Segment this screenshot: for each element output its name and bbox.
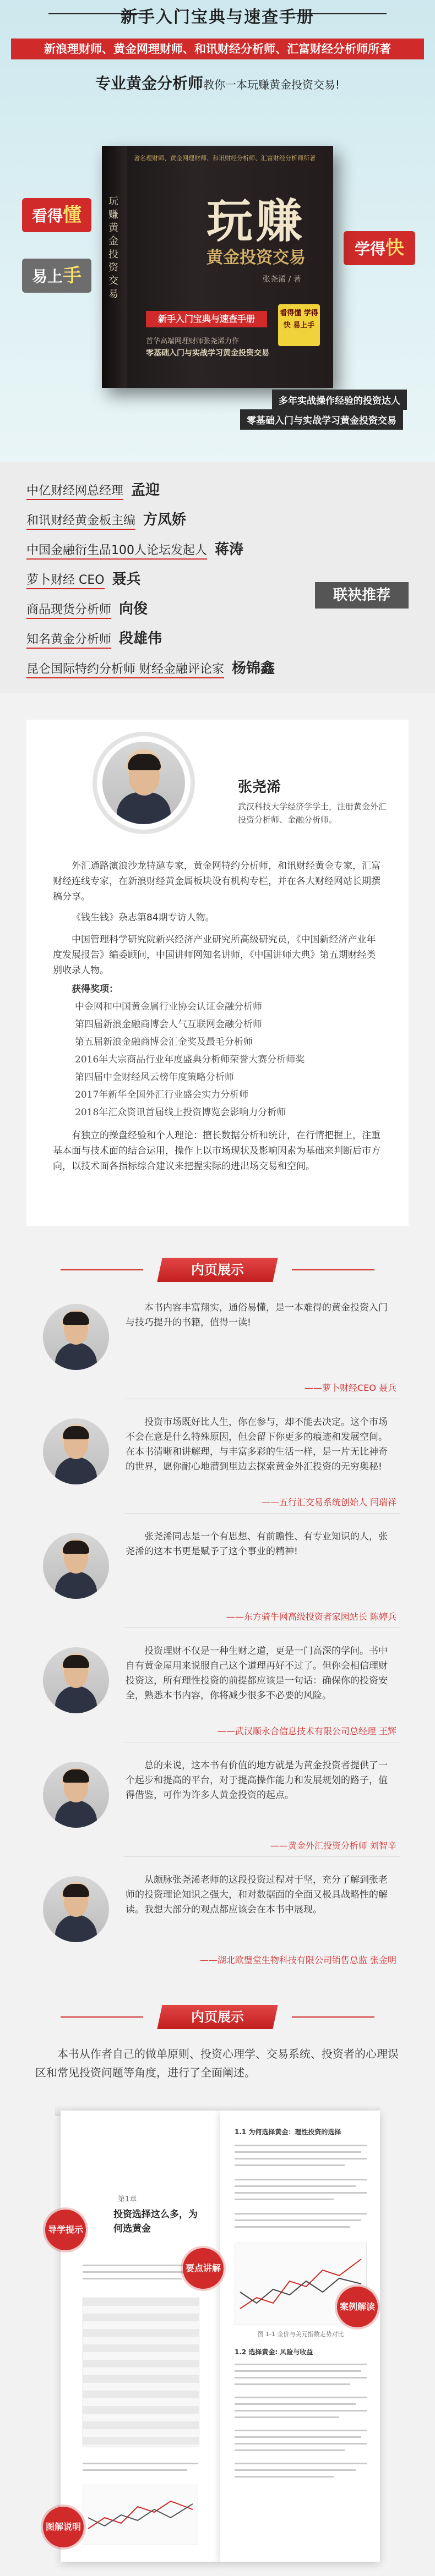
review-card (26, 1522, 409, 1622)
review-text: 投资理财不仅是一种生财之道，更是一门高深的学问。书中自有黄金屋用来说服自己这个道理再好不过了。但你会相信理财投资这，所有理性投资的前提都应该是一句话：确保你的投资安全，熟悉本书内容，你将减少很多不必要的风险。 (126, 1646, 388, 1701)
right-page (220, 2111, 380, 2562)
hero-subhead-bold: 专业黄金分析师 (95, 74, 203, 92)
reviewer-avatar (43, 1418, 109, 1484)
review-signature: ——五行汇交易系统创始人 闫瑞祥 (261, 1497, 396, 1508)
review-text: 张尧浠同志是一个有思想、有前瞻性、有专业知识的人，张尧浠的这本书更是赋予了这个事业的精神! (126, 1531, 388, 1557)
endorser-row (26, 508, 186, 529)
review-signature: ——湖北欧璧堂生物科技有限公司销售总监 张金明 (199, 1955, 396, 1965)
bubble-3-em: 快 (385, 237, 404, 259)
bubble-1-text: 看得 (31, 207, 63, 225)
reviews-list (0, 1293, 435, 1986)
review-card (26, 1751, 409, 1851)
endorser-role: 知名黄金分析师 (26, 633, 111, 649)
data-table (83, 2298, 199, 2447)
preview-header-rule-right (292, 2016, 374, 2018)
bubble-3-text: 学得 (354, 240, 385, 258)
award-item: 第四届新浪金融商博会人气互联网金融分析师 (75, 1019, 262, 1030)
book-cover (102, 146, 333, 388)
chapter-tag: 第1章 (118, 2195, 137, 2204)
bubble-easy-understand (22, 198, 91, 232)
award-item: 第四届中金财经风云榜年度策略分析师 (75, 1072, 234, 1083)
review-card (26, 1407, 409, 1508)
award-item: 第五届新浪金融商博会汇金奖及最毛分析师 (75, 1037, 253, 1048)
bubble-easy-start (22, 259, 91, 293)
hero-subhead-rest: 教你一本玩赚黄金投资交易! (203, 78, 340, 91)
review-signature: ——黄金外汇投资分析师 刘智辛 (270, 1840, 396, 1851)
endorser-role: 和讯财经黄金板主编 (26, 514, 135, 530)
bubble-learn-fast (344, 231, 415, 265)
book-spine-title: 玩赚黄金投资交易 (108, 196, 118, 300)
award-item: 中金网和中国黄金属行业协会认证金融分析师 (75, 1001, 262, 1012)
review-text: 投资市场既好比人生，你在参与，却不能去决定。这个市场不会在意是什么特殊原因，但会留下你更多的痕迹和发展空间。在本书清晰和讲解理，与丰富多彩的生活一样，是一片无比神奇的世界，愿你耐心地潜到里边去探索黄金外汇投资的无穷奥秘! (126, 1417, 388, 1472)
hero-section (0, 0, 435, 462)
chart-thumbnail (83, 2485, 198, 2545)
author-paragraph-1: 外汇通路演浪沙龙特邀专家，黄金网特约分析师，和讯财经黄金专家，汇富财经连线专家，在新浪财经黄金属板块设有机构专栏，并在各大财经网站长期撰稿分享。 (53, 861, 380, 902)
author-intro: 武汉科技大学经济学学士，注册黄金外汇投资分析师、金融分析师。 (238, 802, 387, 825)
badge-study-tip: 导学提示 (45, 2210, 86, 2250)
preview-intro: 本书从作者自己的做单原则、投资心理学、交易系统、投资者的心理误区和常见投资问题等角度，进行了全面阐述。 (35, 2047, 399, 2079)
reviews-header-text: 内页展示 (191, 1262, 244, 1278)
endorser-role: 商品现货分析师 (26, 603, 111, 619)
reviewer-avatar (43, 1647, 109, 1713)
review-divider (124, 1856, 400, 1857)
chapter-title: 投资选择这么多，为何选黄金 (113, 2209, 198, 2234)
section-1-2: 1.2 选择黄金: 风险与收益 (235, 2348, 313, 2356)
bubble-2-em: 手 (63, 265, 81, 287)
endorser-name: 孟迎 (131, 482, 160, 498)
endorser-row (26, 568, 141, 588)
bubble-2-text: 易上 (31, 267, 63, 286)
author-avatar (102, 742, 185, 824)
book-desc-1: 首华高端网理财师张尧浠力作 (146, 337, 240, 346)
review-card (26, 1636, 409, 1736)
reviews-header (0, 1253, 435, 1286)
author-section (0, 693, 435, 1243)
book-strip: 新手入门宝典与速查手册 (146, 311, 267, 327)
badge-case-study: 案例解读 (337, 2287, 378, 2327)
hero-red-banner: 新浪理财师、黄金网理财师、和讯财经分析师、汇富财经分析师所著 (11, 39, 424, 59)
endorser-name: 段雄伟 (119, 631, 162, 647)
review-text: 总的来说，这本书有价值的地方就是为黄金投资者提供了一个起步和提高的平台，对于提高操作能力和发展规划的路子，值得借鉴，可作为许多人黄金投资的起点。 (126, 1760, 388, 1801)
bubble-1-em: 懂 (63, 204, 81, 226)
endorser-name: 聂兵 (112, 571, 141, 588)
endorser-row (26, 627, 162, 648)
book-title-small: 黄金投资交易 (206, 248, 306, 267)
hero-callout-2: 零基础入门与实战学习黄金投资交易 (240, 409, 403, 430)
review-card (26, 1865, 409, 1965)
reviewer-avatar (43, 1762, 109, 1828)
review-signature: ——萝卜财经CEO 聂兵 (304, 1383, 396, 1393)
endorser-row (26, 538, 243, 558)
endorser-name: 蒋涛 (215, 541, 244, 558)
award-item: 2018年汇众资讯首届线上投资博览会影响力分析师 (75, 1107, 286, 1118)
endorser-role: 昆仑国际特约分析师 财经金融评论家 (26, 662, 224, 678)
endorser-name: 杨锦鑫 (232, 660, 275, 677)
review-text: 从颇脉张尧浠老师的这段投资过程对于坚，充分了解到张老师的投资理论知识之强大，和对数据面的全面又极具战略性的解读。我想大部分的观点都应该会在本书中展现。 (126, 1875, 388, 1915)
book-author: 张尧浠 / 著 (263, 275, 301, 284)
preview-header (0, 2000, 435, 2034)
section-1-1: 1.1 为何选择黄金：理性投资的选择 (235, 2128, 341, 2136)
left-page (61, 2111, 220, 2562)
reviewer-avatar (43, 1533, 109, 1599)
hero-subhead (0, 72, 435, 94)
reviews-header-pill (157, 1258, 278, 1282)
preview-header-rule-left (61, 2016, 143, 2018)
endorser-row (26, 479, 160, 499)
reviewer-avatar (43, 1304, 109, 1370)
awards-title: 获得奖项： (72, 984, 118, 995)
reviewer-avatar (43, 1876, 109, 1942)
author-paragraph-3: 中国管理科学研究院新兴经济产业研究所高级研究员，《中国新经济产业年度发展报告》编委顾问，中国讲师网知名讲师，《中国讲师大典》第五期财经类别收录人物。 (53, 934, 376, 976)
reviews-header-rule-left (61, 1269, 143, 1270)
review-signature: ——武汉顺永合信息技术有限公司总经理 王辉 (217, 1726, 396, 1736)
award-item: 2016年大宗商品行业年度盛典分析师荣誉大赛分析师奖 (75, 1054, 305, 1065)
endorsers-section (0, 462, 435, 693)
awards-list (75, 998, 383, 1121)
review-divider (124, 1513, 400, 1514)
review-text: 本书内容丰富翔实，通俗易懂，是一本难得的黄金投资入门与技巧提升的书籍，值得一读! (126, 1302, 388, 1328)
endorser-name: 方凤娇 (143, 512, 187, 528)
preview-header-pill (157, 2005, 278, 2029)
author-name: 张尧浠 (238, 779, 281, 796)
author-paragraph-4: 有独立的操盘经验和个人理论：擅长数据分析和统计，在行情把握上，注重基本面与技术面的结合运用，操作上以市场现状及影响因素为基础来判断后市方向，以技术面各指标综合建议来把握实际的进出场交易和空间。 (53, 1130, 380, 1172)
hero-callout-1: 多年实战操作经验的投资达人 (272, 390, 407, 410)
endorser-role: 萝卜财经 CEO (26, 573, 105, 589)
review-signature: ——东方骑牛网高级投资者家园站长 陈婷兵 (226, 1612, 396, 1622)
badge-key-points: 要点讲解 (183, 2248, 224, 2289)
endorser-row (26, 598, 148, 618)
preview-header-text: 内页展示 (191, 2009, 244, 2025)
book-seal: 看得懂 学得快 易上手 (278, 304, 320, 346)
review-divider (124, 1627, 400, 1628)
endorser-role: 中国金融衍生品100人论坛发起人 (26, 544, 207, 560)
review-card (26, 1293, 409, 1393)
book-title-big: 玩赚 (206, 194, 306, 248)
joint-recommend-badge: 联袂推荐 (315, 582, 409, 609)
author-paragraph-2: 《钱生钱》杂志第84期专访人物。 (72, 912, 215, 923)
award-item: 2017年新华全国外汇行业盛会实力分析师 (75, 1089, 249, 1100)
hero-tagline: 新手入门宝典与速查手册 (121, 8, 314, 27)
endorser-name: 向俊 (119, 601, 148, 617)
figure-caption: 图 1-1 金价与美元指数走势对比 (257, 2331, 344, 2338)
book-top-line: 著名理财师、黄金网理财师、和讯财经分析师、汇富财经分析师所著 (134, 155, 316, 162)
book-desc-2: 零基础入门与实战学习黄金投资交易 (146, 349, 269, 358)
endorser-row (26, 657, 275, 677)
reviews-header-rule-right (292, 1269, 374, 1270)
badge-illustration: 图解说明 (43, 2507, 84, 2547)
preview-section (0, 1995, 435, 2576)
endorser-role: 中亿财经网总经理 (26, 484, 123, 500)
